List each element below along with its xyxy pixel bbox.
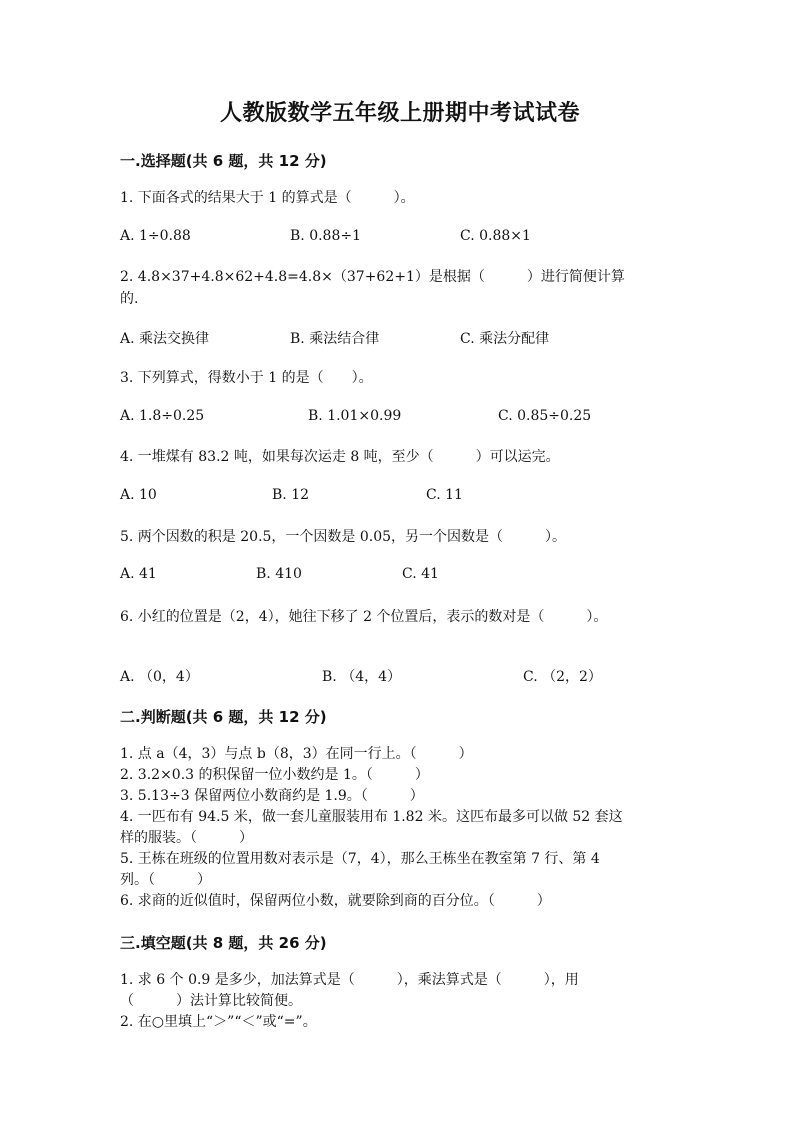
fill-blank-list [120,970,690,1033]
list-item: 样的服装。（ ） [120,830,253,846]
q6-option-c: C. （2，2） [523,669,602,685]
q6-option-a: A. （0，4） [120,669,199,685]
q5-option-a: A. 41 [120,566,157,582]
q2-option-a: A. 乘法交换律 [120,331,210,347]
question-3: 3. 下列算式，得数小于 1 的是（ ）。 [120,370,373,386]
question-6: 6. 小红的位置是（2，4），她往下移了 2 个位置后，表示的数对是（ ）。 [120,609,608,625]
q1-option-b: B. 0.88÷1 [290,228,361,244]
q4-option-b: B. 12 [272,487,310,503]
list-item: 3. 5.13÷3 保留两位小数商约是 1.9。（ ） [120,788,424,804]
list-item: （ ）法计算比较简便。 [120,993,302,1009]
q4-option-c: C. 11 [426,487,463,503]
q4-option-a: A. 10 [120,487,157,503]
question-2-line-2: 的. [120,291,139,307]
section-heading-true-false: 二.判断题(共 6 题，共 12 分) [120,708,327,726]
question-4: 4. 一堆煤有 83.2 吨，如果每次运走 8 吨，至少（ ）可以运完。 [120,449,560,465]
q2-option-b: B. 乘法结合律 [290,331,380,347]
q3-option-b: B. 1.01×0.99 [308,408,402,424]
list-item: 5. 王栋在班级的位置用数对表示是（7，4），那么王栋坐在教室第 7 行、第 4 [120,851,600,867]
q3-option-c: C. 0.85÷0.25 [498,408,592,424]
list-item: 2. 3.2×0.3 的积保留一位小数约是 1。（ ） [120,767,429,783]
q6-option-b: B. （4，4） [322,669,402,685]
question-5: 5. 两个因数的积是 20.5，一个因数是 0.05，另一个因数是（ ）。 [120,529,567,545]
list-item: 4. 一匹布有 94.5 米，做一套儿童服装用布 1.82 米。这匹布最多可以做 52 套这 [120,809,623,825]
true-false-list [120,744,690,912]
page-title: 人教版数学五年级上册期中考试试卷 [219,101,580,126]
list-item: 6. 求商的近似值时，保留两位小数，就要除到商的百分位。（ ） [120,893,551,909]
q5-option-b: B. 410 [256,566,302,582]
list-item: 1. 求 6 个 0.9 是多少，加法算式是（ ），乘法算式是（ ），用 [120,972,579,988]
list-item: 列。（ ） [120,872,211,888]
list-item: 2. 在○里填上“＞”“＜”或“=”。 [120,1014,317,1030]
question-1: 1. 下面各式的结果大于 1 的算式是（ ）。 [120,190,415,206]
q5-option-c: C. 41 [402,566,439,582]
section-heading-choice: 一.选择题(共 6 题，共 12 分) [120,152,327,170]
q1-option-c: C. 0.88×1 [460,228,531,244]
q2-option-c: C. 乘法分配律 [460,331,550,347]
q3-option-a: A. 1.8÷0.25 [120,408,205,424]
section-heading-fill-blank: 三.填空题(共 8 题，共 26 分) [120,934,327,952]
question-2-line-1: 2. 4.8×37+4.8×62+4.8=4.8×（37+62+1）是根据（ ）进行简便计算 [120,269,625,285]
q1-option-a: A. 1÷0.88 [120,228,191,244]
list-item: 1. 点 a（4，3）与点 b（8，3）在同一行上。（ ） [120,746,473,762]
